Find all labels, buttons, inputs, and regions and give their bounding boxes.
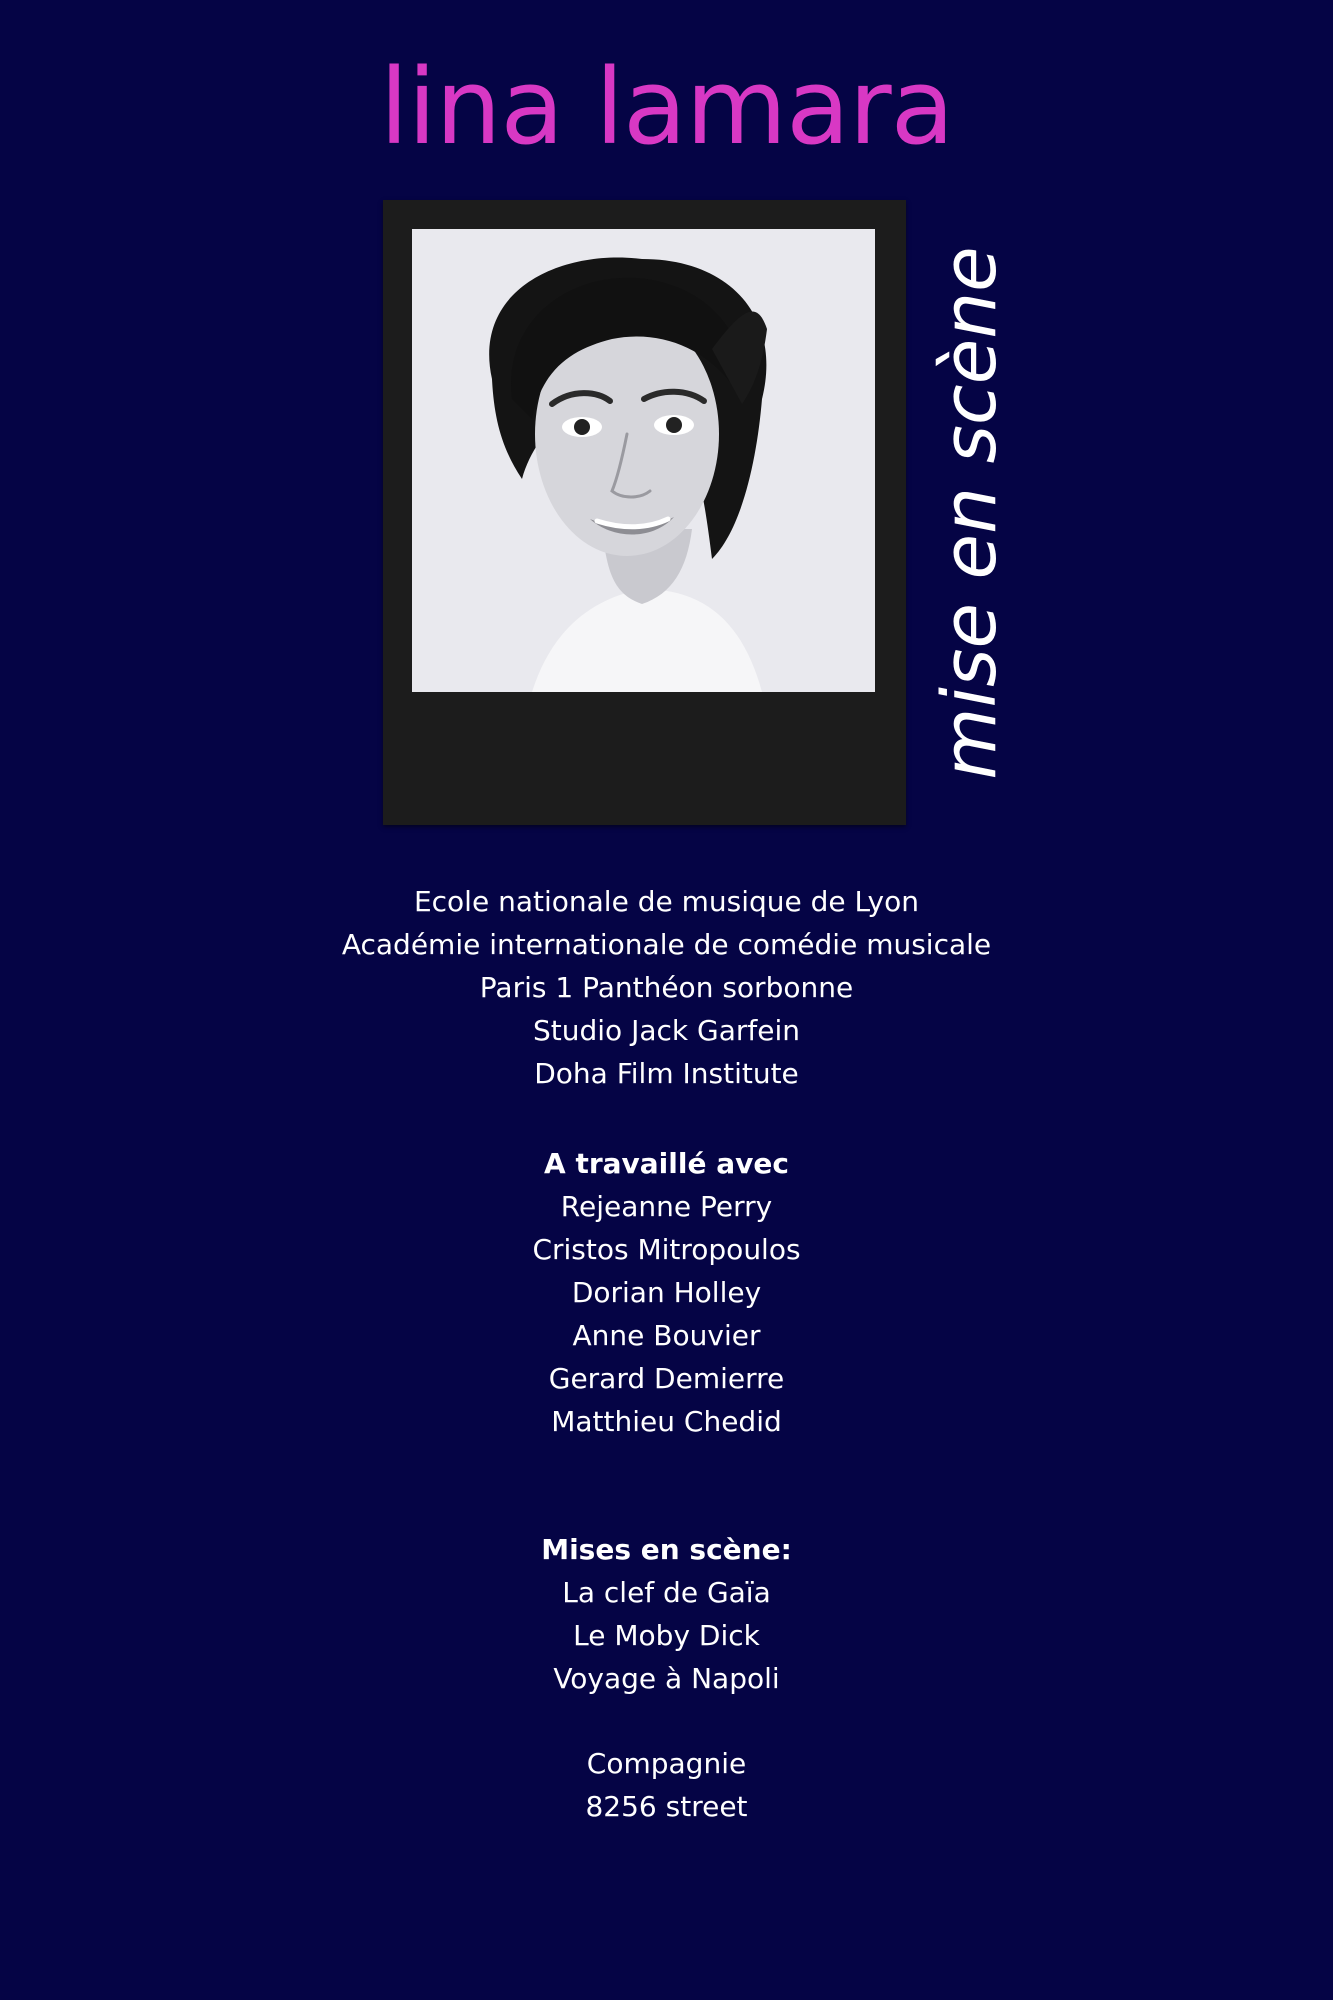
collaborator-item: Rejeanne Perry (560, 1190, 773, 1223)
education-item: Académie internationale de comédie musicale (341, 928, 992, 961)
production-item: Voyage à Napoli (553, 1662, 780, 1695)
collaborator-item: Matthieu Chedid (551, 1405, 782, 1438)
education-item: Doha Film Institute (534, 1057, 799, 1090)
vertical-label (927, 246, 1013, 780)
company-address: 8256 street (585, 1790, 748, 1823)
portrait-photo (412, 229, 875, 692)
production-item: La clef de Gaïa (562, 1576, 771, 1609)
company-section (0, 1742, 1333, 1828)
education-item: Studio Jack Garfein (533, 1014, 800, 1047)
company-name: Compagnie (586, 1747, 747, 1780)
spacer (0, 1443, 1333, 1528)
bio-content (0, 880, 1333, 1828)
education-list (0, 880, 1333, 1095)
polaroid-frame (383, 200, 906, 825)
vertical-label-text: mise en scène (927, 246, 1013, 780)
page-title: lina lamara (379, 46, 954, 168)
worked-with-section (0, 1142, 1333, 1443)
productions-section (0, 1528, 1333, 1700)
spacer (0, 1095, 1333, 1142)
spacer (0, 1700, 1333, 1742)
worked-with-heading: A travaillé avec (544, 1147, 789, 1180)
collaborator-item: Cristos Mitropoulos (532, 1233, 801, 1266)
collaborator-item: Anne Bouvier (572, 1319, 761, 1352)
education-item: Paris 1 Panthéon sorbonne (479, 971, 854, 1004)
education-item: Ecole nationale de musique de Lyon (413, 885, 920, 918)
portrait-illustration (412, 229, 875, 692)
collaborator-item: Gerard Demierre (548, 1362, 785, 1395)
production-item: Le Moby Dick (573, 1619, 760, 1652)
productions-heading: Mises en scène: (541, 1533, 792, 1566)
collaborator-item: Dorian Holley (571, 1276, 762, 1309)
